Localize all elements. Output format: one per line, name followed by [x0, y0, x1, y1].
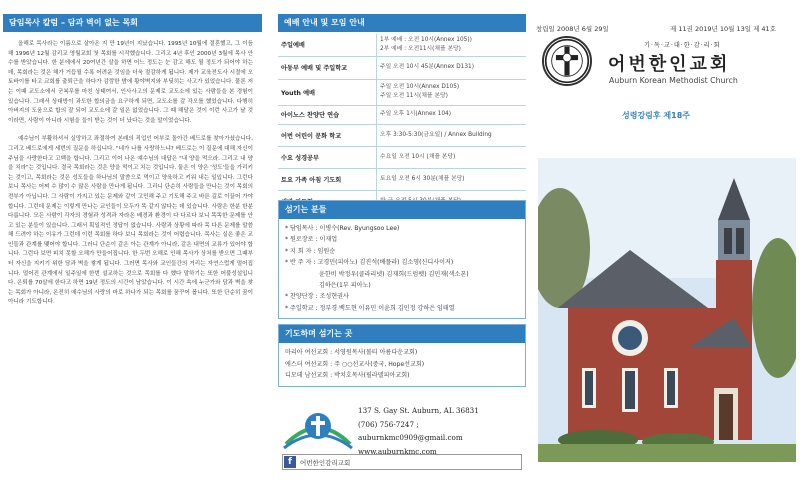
column-essay	[0, 0, 265, 485]
schedule-name: 아이노스 찬양단 연습	[278, 105, 377, 124]
founded-date: 창립일 2008년 6월 29일	[536, 25, 609, 33]
facebook-label: 어번한인감리교회	[300, 458, 351, 467]
schedule-time: 주일 오전 10시 45분(Annex D131)	[377, 56, 527, 79]
schedule-name: 어번 어린이 문화 학교	[278, 124, 377, 146]
schedule-time: 토요일 오전 6시 30분(채플 본당)	[377, 168, 527, 190]
staff-box	[278, 200, 526, 319]
staff-line: * 지 회 자 : 임원순	[285, 247, 336, 255]
church-photo	[538, 158, 796, 462]
table-row	[278, 105, 526, 124]
schedule-name: 토요 가족 아침 기도회	[278, 168, 377, 190]
issue-info: 제 11권 2019년 10월 13일 제 41호	[670, 25, 776, 33]
prayer-title: 기도하며 섬기는 곳	[279, 325, 525, 343]
staff-line: * 원로장로 : 이재업	[285, 236, 338, 244]
staff-title: 섬기는 분들	[279, 201, 525, 219]
table-row	[278, 56, 526, 79]
staff-list	[279, 219, 525, 318]
website-link[interactable]: www.auburnkmc.com	[358, 446, 437, 456]
facebook-link[interactable]	[282, 454, 522, 470]
essay-paragraph: 예수님이 부활하셔서 실망하고 좌절하여 본래의 직업인 어부로 돌아간 베드로를 찾아가셨습니다. 그리고 베드로에게 세번의 질문을 하십니다. "네가 나를 사랑하느냐? 베드로는 이 질문에 대해 자신이 주님을 사랑한다고 고백을 합니다. 그리고 이어 나온 예수님의 대답은 "내 양을 먹으라. 그리고 내 양을 치라"는 것입니다. 결국 목회라는 것은 양을 먹이고 치는 것입니다. 둘은 이 양은 '성도'들을 가리키는 것이고, 목회라는 것은 성도들을 하나님의 말씀으로 먹이고 양육하고 키워 내는 일입니다. 그런다 보니 목사는 어찌 수 많이 수 많은 사람을 만나게 됩니다. 그리니 단순히 사람들을 만나는 것이 목회의 전부가 아닙니다. 그 사람이 가지고 있는 문제와 같이 고민해 주고 기도해 주고 바른 길로 이끌어 가야 합니다. 그런데 문제는 이렇게 만나는 교인들이 모두가 똑 같지 않다는 데 있습니다. 사람은 한분 한분 다릅니다. 모든 사람이 각자의 경험과 성격과 자라온 배경과 환경이 다 다르다 보니 똑똑한 문제를 안고 있는 분들이 있습니다. 그래서 획일적인 정답이 없습니다. 사람과 상황에 따라 목 다른 문제를 말씀해 드려야 하는 이유가 그런데 이런 목회를 하다 보니 목회라는 것이 어렵습니다. 목사는 실은 좋은 교인들과 관계를 맺어야 합니다. 그러니 단순이 같은 아는 관계가 아니라, 같은 내면의 교류가 있어야 합니다. 그런다 보면 피치 못할 오해가 만들어집니다. 한 두번 오해로 인해 목사가 상처를 받으면 그때부터 자신을 지키기 위한 담과 벽을 쌓게 됩니다. 그러면 목사와 교인들간의 거리는 자연스럽게 멀어집니다. 멀어진 관계에서 일주일에 한번 설교하는 것으로 목회를 다 했다 말하기는 또한 어불성설입니다. 은퇴를 70살에 한다고 하면 19년 정도의 시간이 남았습니다. 이 시간 속에 누군가와 담과 벽을 찾는 목회가 아니라, 온전히 예수님의 사랑의 마로 하나가 되는 목회를 꿈꾸어 봅니다. 또한 단순히 꿈이 아니라 기도합니다.	[8, 136, 253, 306]
column-info	[278, 0, 526, 485]
column-title: 담임목사 칼럼 – 담과 벽이 없는 목회	[3, 14, 262, 32]
church-name-en: Auburn Korean Methodist Church	[609, 76, 738, 85]
schedule-time: 1부 예배 : 오전 10시(Annex 105)) 2부 예배 : 오전11시(채플 본당)	[377, 34, 527, 56]
staff-line: 윤한비 박정우(클라리넷) 김재희(드럼펫) 김민재(색소폰)	[319, 270, 469, 278]
schedule-name: 수요 성경공부	[278, 146, 377, 168]
prayer-list	[279, 343, 525, 386]
table-row	[278, 79, 526, 105]
schedule-time: 수요일 오전 10시 (채플 본당)	[377, 146, 527, 168]
prayer-line: 마리아 여선교회 : 서영원목사(볼티 아름다운교회)	[285, 349, 418, 356]
column-cover	[534, 0, 800, 485]
staff-line: * 담임목사 : 이병수(Rev. Byungsoo Lee)	[285, 225, 400, 232]
staff-line: 김하은(1부 피아노)	[319, 282, 371, 290]
schedule-title: 예배 안내 및 모임 안내	[278, 14, 526, 32]
schedule-name: Youth 예배	[278, 79, 377, 105]
church-name: 어번한인교회	[608, 54, 731, 75]
schedule-table	[278, 34, 526, 213]
church-logo-icon	[542, 36, 592, 86]
prayer-line: 디모데 남선교회 : 박치호목사(필라델피아교회)	[285, 372, 410, 380]
table-row	[278, 34, 526, 56]
table-row	[278, 146, 526, 168]
denomination: 기·독·교·대·한·감·리·회	[644, 42, 721, 49]
phone-email[interactable]: (706) 756-7247 ; auburnkmc0909@gmail.com	[358, 419, 463, 442]
schedule-name: 주일예배	[278, 34, 377, 56]
prayer-line: 에스더 여선교회 : 주 ○○선교사(중국, Hope선교회)	[285, 360, 425, 368]
table-row	[278, 168, 526, 190]
staff-line: * 찬양단장 : 조성현권사	[285, 293, 349, 301]
facebook-icon: f	[284, 456, 296, 468]
staff-line: * 주일학교 : 정부경 백도현 이유민 이윤희 김민정 강하은 임태열	[285, 304, 455, 312]
table-row	[278, 124, 526, 146]
address: 137 S. Gay St. Auburn, AL 36831	[358, 406, 479, 415]
schedule-time: 오후 3:30-5:30(금요일) / Annex Building	[377, 124, 527, 146]
prayer-box	[278, 324, 526, 387]
schedule-name: 아동부 예배 및 주일학교	[278, 56, 377, 79]
schedule-time: 주일 오전 10시(Annex D105) 주일 오전 11시(채플 본당)	[377, 79, 527, 105]
globe-cross-icon	[280, 404, 356, 450]
staff-line: * 반 주 자 : 고경민(피아노) 김진석(베플라) 김소영(신디사이저)	[285, 259, 454, 267]
essay-paragraph: 올해로 목사라는 이름으로 살아온 지 만 19년이 지났습니다. 1995년 10월에 결혼했고, 그 이듬해 1996년 12월 감리교 영월교회 첫 목회를 시작했습니다. 그리고 4년 후인 2000년 3월에 목사 안수를 받았습니다. 한 분에에서 20여년간 살을 하면 어느 정도는 눈 감고 해도 될 정도가 되어야 하는데, 목회라는 것은 해가 거듭될 수록 어려운 것임을 더욱 절감하게 됩니다. 제가 교육전도사 시절에 오토바이를 타고 교회를 출퇴근을 하다가 감깜한 밤에 황야벽지와 부딪히는 사고가 있었습니다. 물론 저는 이때 교도소에서 군복무를 마친 상태여서, 인사사고의 문제로 교도소에 있는 사람들을 본 경험이 있습니다. 그래서 상대방이 과도한 합의금을 요구하게 되면, 교도소를 갈 각오를 했었습니다. 다행히 아버지의 도움으로 합의 잘 되어 교도소에 갈 일은 없었습니다. 그 때 해달은 것이 이런 사고가 날 것이라면, 사람이 아니라 시험을 들이 받는 것이 더 났다는 것을 말이었습니다.	[8, 41, 253, 124]
liturgical-season: 성령강림후 제18주	[622, 111, 691, 120]
contact-block	[358, 404, 518, 458]
schedule-time: 주일 오후 1시(Annex 104)	[377, 105, 527, 124]
essay-body	[8, 40, 253, 317]
